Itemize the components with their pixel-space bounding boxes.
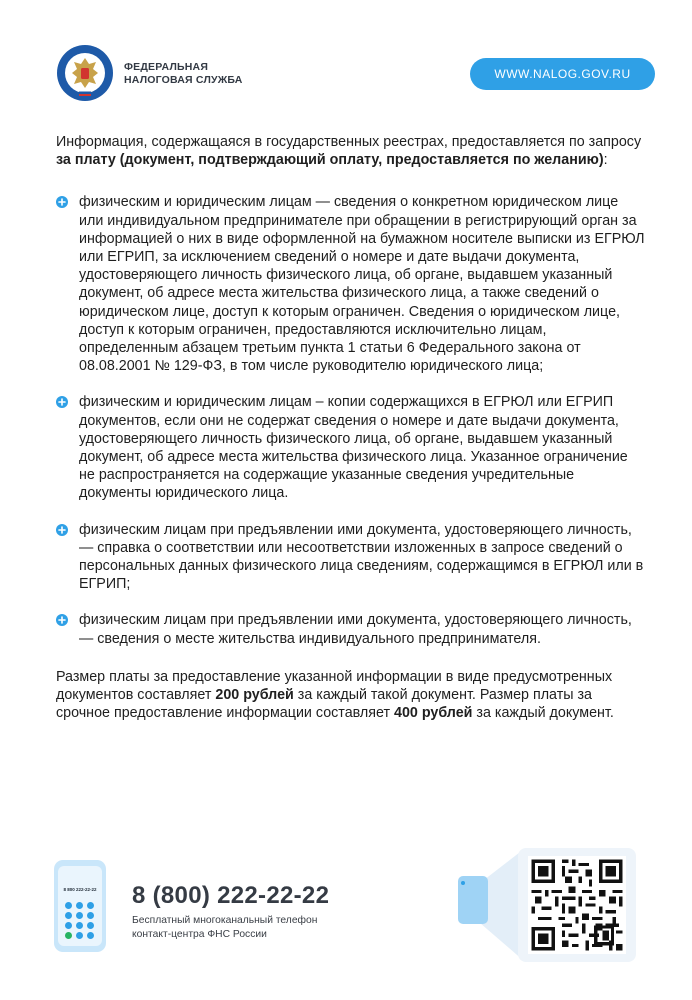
- key-dot: [65, 902, 72, 909]
- intro-text-1: Информация, содержащаяся в государственных реестрах, предоставляется по запросу: [56, 134, 642, 150]
- key-dot: [87, 902, 94, 909]
- hotline-phone-number[interactable]: 8 (800) 222-22-22: [132, 882, 330, 909]
- key-dot: [87, 932, 94, 939]
- list-item: [56, 521, 646, 594]
- hotline-desc-line2: контакт-центра ФНС России: [132, 929, 267, 940]
- intro-paragraph: [56, 133, 646, 169]
- intro-bold: за плату (документ, подтверждающий оплату, предоставляется по желанию): [56, 152, 604, 169]
- phone-camera-dot: [461, 881, 465, 885]
- key-dot: [65, 912, 72, 919]
- key-dot: [76, 922, 83, 929]
- list-item: [56, 193, 646, 375]
- plus-bullet-icon: [56, 524, 68, 536]
- website-link-button[interactable]: WWW.NALOG.GOV.RU: [470, 58, 655, 90]
- plus-bullet-icon: [56, 396, 68, 408]
- phone-number-small: 8 800 222-22-22: [63, 887, 97, 892]
- key-dot: [76, 932, 83, 939]
- call-key-dot: [65, 932, 72, 939]
- fee-paragraph: [56, 668, 646, 723]
- fee-amount-urgent: 400 рублей: [394, 705, 473, 722]
- intro-text-2: :: [603, 152, 608, 169]
- plus-bullet-icon: [56, 196, 68, 208]
- list-item-text: физическим лицам при предъявлении ими документа, удостоверяющего личность, — справка о соответствии или несоответствии изложенных в запросе сведений о персональных данных физического лица сведениям, содержащимся в ЕГРЮЛ или в ЕГРИП;: [79, 521, 644, 593]
- hotline-desc-line1: Бесплатный многоканальный телефон: [132, 915, 318, 926]
- list-item: [56, 611, 646, 647]
- header: [0, 0, 692, 110]
- plus-bullet-icon: [56, 614, 68, 626]
- scanning-phone-icon: [458, 876, 488, 924]
- recipients-list: [56, 193, 646, 647]
- list-item-text: физическим и юридическим лицам — сведения о конкретном юридическом лице или индивидуальном предпринимателе при обращении в регистрирующий орган за информацией о них в виде оформленной на бумажном носителе выписки из ЕГРЮЛ или ЕГРИП, за исключением сведений о номере и дате выдачи документа, удостоверяющего личность физического лица, об органе, выдавшем указанный документ, об адресе места жительства физического лица, а также сведений о юридическом лице, доступ к которым ограничен. Сведения о юридическом лице, доступ к которым ограничен, предоставляются исключительно лицам, определенным абзацем третьим пункта 1 статьи 6 Федерального закона от 08.08.2001 № 129-ФЗ, в том числе руководителю юридического лица;: [79, 194, 645, 375]
- fee-text-1: Размер платы за предоставление указанной информации в виде предусмотренных документов составляет: [56, 668, 613, 704]
- key-dot: [76, 912, 83, 919]
- org-name: [124, 61, 243, 87]
- org-name-line2: НАЛОГОВАЯ СЛУЖБА: [124, 74, 243, 86]
- key-dot: [87, 922, 94, 929]
- hotline-description: [132, 914, 392, 942]
- key-dot: [87, 912, 94, 919]
- fee-text-2: за каждый такой документ. Размер платы за срочное предоставление информации составляет: [56, 687, 593, 722]
- qr-area: [440, 843, 640, 965]
- key-dot: [65, 922, 72, 929]
- list-item-text: физическим и юридическим лицам – копии содержащихся в ЕГРЮЛ или ЕГРИП документов, если они не содержат сведения о номере и дате выдачи документа, удостоверяющего личность физического лица, об органе, выдавшем указанный документ, об адресе места жительства физического лица. Указанное ограничение не распространяется на содержащие указанные сведения учредительные документы юридического лица.: [79, 394, 628, 502]
- phone-screen: [58, 866, 102, 946]
- phone-illustration-icon: [54, 860, 106, 952]
- org-name-line1: ФЕДЕРАЛЬНАЯ: [124, 61, 209, 73]
- key-dot: [76, 902, 83, 909]
- qr-code-icon[interactable]: [528, 856, 626, 954]
- list-item-text: физическим лицам при предъявлении ими документа, удостоверяющего личность, — сведения о месте жительства индивидуального предпринимателя.: [79, 612, 632, 647]
- fns-emblem-icon: [56, 44, 114, 102]
- fee-amount-standard: 200 рублей: [215, 687, 294, 704]
- fee-text-3: за каждый документ.: [472, 705, 614, 722]
- list-item: [56, 393, 646, 502]
- main-content: [56, 133, 646, 722]
